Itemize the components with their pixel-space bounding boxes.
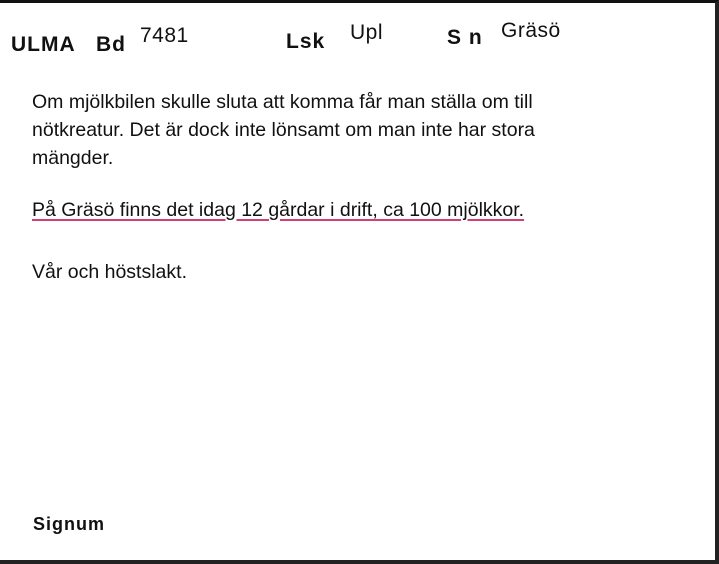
archive-label: ULMA: [11, 33, 76, 56]
body-paragraph-1: [32, 88, 535, 172]
lsk-label: Lsk: [286, 30, 326, 53]
body-line: Om mjölkbilen skulle sluta att komma får man ställa om till: [32, 91, 533, 113]
body-paragraph-3: Vår och höstslakt.: [32, 261, 187, 283]
body-line: mängder.: [32, 147, 114, 169]
sn-value: Gräsö: [501, 19, 561, 42]
lsk-value: Upl: [350, 21, 384, 44]
bd-label: Bd: [96, 33, 126, 56]
sn-label: S n: [447, 26, 483, 49]
body-line: nötkreatur. Det är dock inte lönsamt om man inte har stora: [32, 119, 535, 141]
signum-label: Signum: [33, 514, 105, 534]
bd-value: 7481: [140, 24, 189, 47]
body-paragraph-2-underlined: På Gräsö finns det idag 12 gårdar i drift, ca 100 mjölkkor.: [32, 199, 525, 221]
